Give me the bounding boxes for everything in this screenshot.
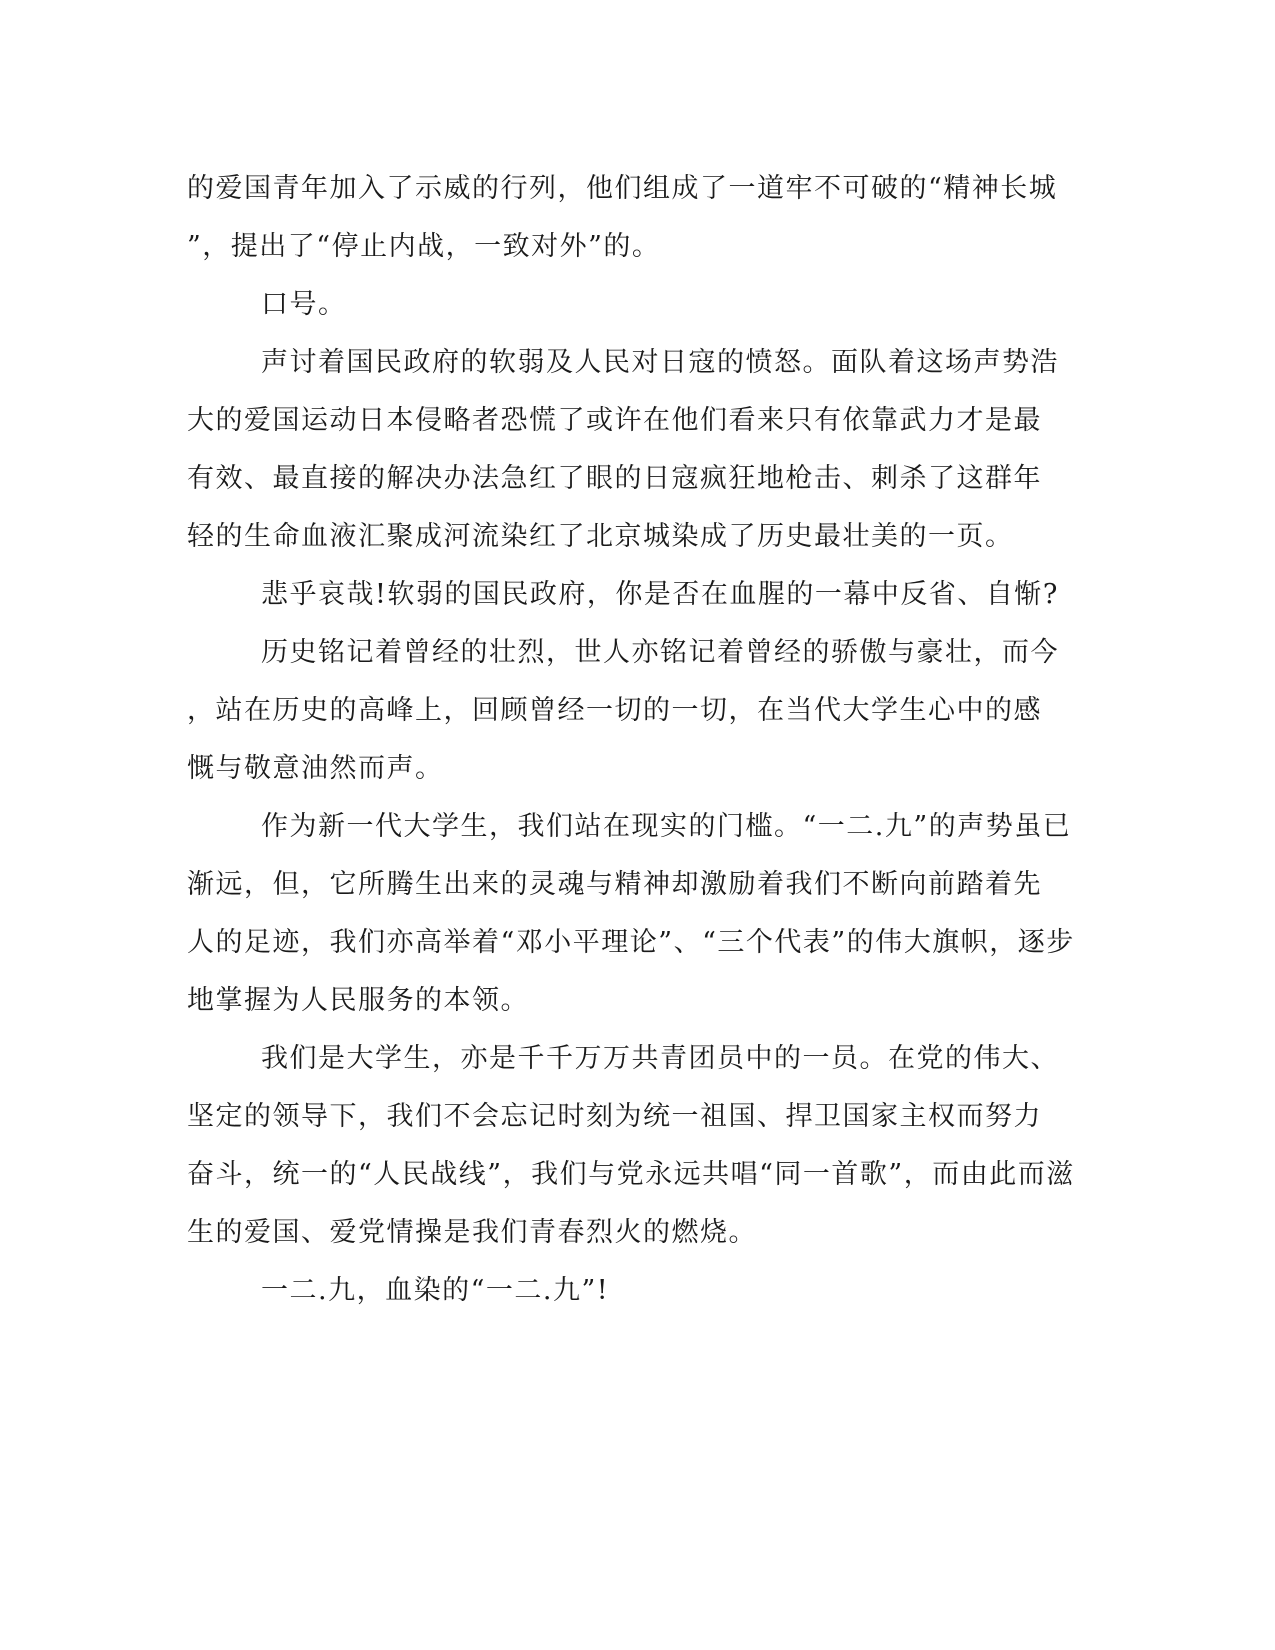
text-line: 慨与敬意油然而声。 (187, 753, 444, 784)
text-line: 渐远，但，它所腾生出来的灵魂与精神却激励着我们不断向前踏着先 (187, 869, 1042, 900)
text-line: 我们是大学生，亦是千千万万共青团员中的一员。在党的伟大、 (261, 1043, 1059, 1074)
text-line: ，站在历史的高峰上，回顾曾经一切的一切，在当代大学生心中的感 (187, 695, 1042, 726)
text-line: 人的足迹，我们亦高举着“邓小平理论”、“三个代表”的伟大旗帜，逐步 (187, 927, 1075, 958)
text-line: 大的爱国运动日本侵略者恐慌了或许在他们看来只有依靠武力才是最 (187, 405, 1042, 436)
text-line: 口号。 (261, 289, 347, 320)
text-line: ”，提出了“停止内战，一致对外”的。 (187, 231, 661, 262)
text-line: 地掌握为人民服务的本领。 (187, 985, 529, 1016)
text-line: 一二.九，血染的“一二.九”! (261, 1275, 610, 1306)
text-line: 的爱国青年加入了示威的行列，他们组成了一道牢不可破的“精神长城 (187, 173, 1058, 204)
text-line: 作为新一代大学生，我们站在现实的门槛。“一二.九”的声势虽已 (261, 811, 1072, 842)
text-line: 有效、最直接的解决办法急红了眼的日寇疯狂地枪击、刺杀了这群年 (187, 463, 1042, 494)
text-line: 生的爱国、爱党情操是我们青春烈火的燃烧。 (187, 1217, 757, 1248)
text-line: 悲乎哀哉!软弱的国民政府，你是否在血腥的一幕中反省、自惭? (261, 579, 1059, 610)
text-line: 奋斗，统一的“人民战线”，我们与党永远共唱“同一首歌”，而由此而滋 (187, 1159, 1075, 1190)
text-line: 轻的生命血液汇聚成河流染红了北京城染成了历史最壮美的一页。 (187, 521, 1014, 552)
text-line: 历史铭记着曾经的壮烈，世人亦铭记着曾经的骄傲与豪壮，而今 (261, 637, 1059, 668)
text-line: 声讨着国民政府的软弱及人民对日寇的愤怒。面队着这场声势浩 (261, 347, 1059, 378)
text-line: 坚定的领导下，我们不会忘记时刻为统一祖国、捍卫国家主权而努力 (187, 1101, 1042, 1132)
body-text (187, 160, 1087, 1320)
